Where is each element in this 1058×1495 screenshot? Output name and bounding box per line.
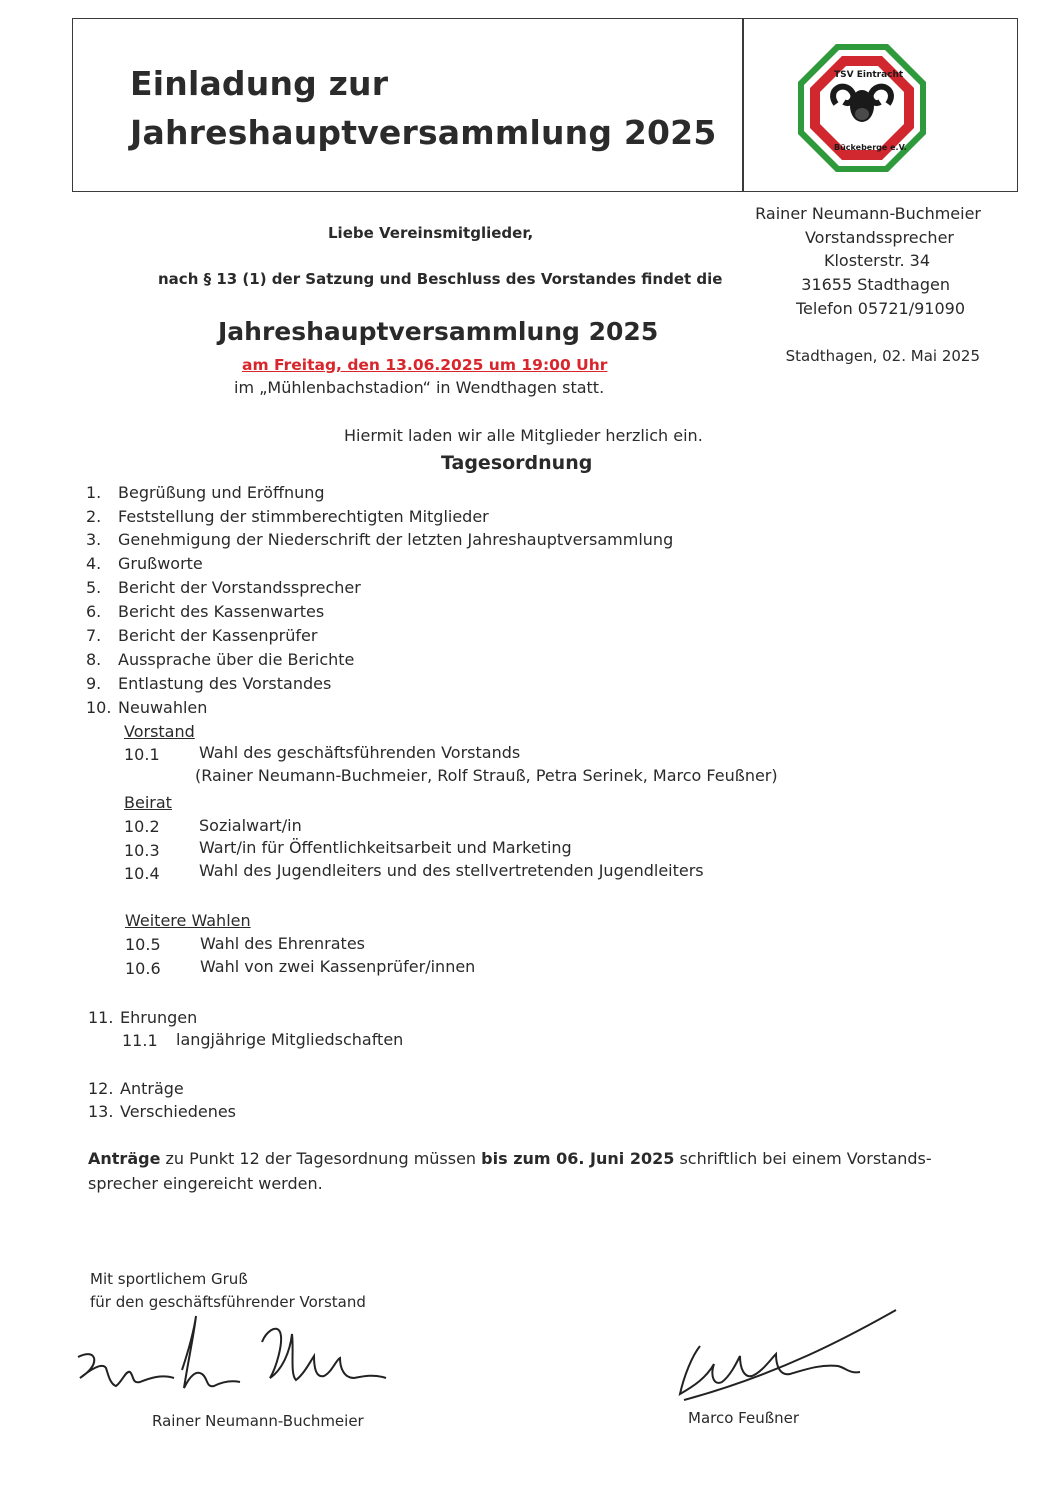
agenda-item: Entlastung des Vorstandes xyxy=(118,674,332,693)
agenda-item: Aussprache über die Berichte xyxy=(118,650,355,669)
logo-bottom-text: Bückeberge e.V. xyxy=(834,143,907,152)
agenda-item: Neuwahlen xyxy=(118,698,208,717)
sender-phone: Telefon 05721/91090 xyxy=(795,299,965,318)
agenda-num: 5. xyxy=(86,578,102,597)
agenda-item: Wahl des geschäftsführenden Vorstands xyxy=(199,743,521,762)
agenda-num: 4. xyxy=(86,554,102,573)
notice-line-2: sprecher eingereicht werden. xyxy=(88,1174,323,1193)
signature-feussner xyxy=(670,1306,910,1410)
agenda-item: Bericht des Kassenwartes xyxy=(118,602,325,621)
agenda-num: 6. xyxy=(86,602,102,621)
agenda-num: 10.3 xyxy=(124,841,160,860)
logo-top-text: TSV Eintracht xyxy=(834,70,904,80)
agenda-item: Begrüßung und Eröffnung xyxy=(118,483,325,502)
event-date: am Freitag, den 13.06.2025 um 19:00 Uhr xyxy=(242,356,608,374)
agenda-num: 10.6 xyxy=(125,959,161,978)
agenda-item: Genehmigung der Niederschrift der letzten Jahreshauptversammlung xyxy=(118,530,674,549)
header-divider xyxy=(742,18,744,192)
agenda-num: 9. xyxy=(86,674,102,693)
agenda-item: Ehrungen xyxy=(120,1008,198,1027)
sender-name: Rainer Neumann-Buchmeier xyxy=(755,204,981,223)
agenda-item: Wahl des Ehrenrates xyxy=(200,934,365,953)
closing-line-1: Mit sportlichem Gruß xyxy=(90,1270,248,1288)
agenda-item: Bericht der Vorstandssprecher xyxy=(118,578,361,597)
agenda-item: Wart/in für Öffentlichkeitsarbeit und Marketing xyxy=(199,838,572,857)
notice-text: schriftlich bei einem Vorstands- xyxy=(674,1149,932,1168)
agenda-num: 10.4 xyxy=(124,864,160,883)
signature-neumann-buchmeier xyxy=(70,1312,400,1416)
agenda-item: Bericht der Kassenprüfer xyxy=(118,626,318,645)
statute-text: nach § 13 (1) der Satzung und Beschluss des Vorstandes findet die xyxy=(158,270,723,288)
agenda-item: Wahl von zwei Kassenprüfer/innen xyxy=(200,957,476,976)
sender-street: Klosterstr. 34 xyxy=(823,251,930,270)
tsv-eintracht-logo-icon xyxy=(796,42,928,174)
title-line-2: Jahreshauptversammlung 2025 xyxy=(130,113,717,152)
sender-role: Vorstandssprecher xyxy=(804,228,954,247)
signer-1-name: Rainer Neumann-Buchmeier xyxy=(152,1412,364,1430)
agenda-num: 1. xyxy=(86,483,102,502)
agenda-num: 11. xyxy=(88,1008,114,1027)
agenda-num: 10.2 xyxy=(124,817,160,836)
agenda-num: 10. xyxy=(86,698,112,717)
agenda-heading: Tagesordnung xyxy=(441,452,593,474)
agenda-item: Wahl des Jugendleiters und des stellvertretenden Jugendleiters xyxy=(199,861,704,880)
event-title: Jahreshauptversammlung 2025 xyxy=(218,317,659,346)
closing-line-2: für den geschäftsführender Vorstand xyxy=(90,1293,366,1311)
agenda-num: 3. xyxy=(86,530,102,549)
agenda-item: langjährige Mitgliedschaften xyxy=(176,1030,404,1049)
agenda-num: 2. xyxy=(86,507,102,526)
agenda-item: Sozialwart/in xyxy=(199,816,302,835)
agenda-num: 13. xyxy=(88,1102,114,1121)
notice-text: zu Punkt 12 der Tagesordnung müssen xyxy=(160,1149,482,1168)
venue: im „Mühlenbachstadion“ in Wendthagen statt. xyxy=(234,378,605,397)
notice-line-1 xyxy=(88,1149,932,1168)
notice-deadline: bis zum 06. Juni 2025 xyxy=(481,1149,675,1168)
weitere-wahlen-label: Weitere Wahlen xyxy=(125,911,251,930)
agenda-num: 7. xyxy=(86,626,102,645)
agenda-item: Grußworte xyxy=(118,554,203,573)
agenda-num: 11.1 xyxy=(122,1031,158,1050)
vorstand-label: Vorstand xyxy=(124,722,195,741)
greeting: Liebe Vereinsmitglieder, xyxy=(328,224,534,242)
notice-bold-antraege: Anträge xyxy=(88,1149,161,1168)
sender-city: 31655 Stadthagen xyxy=(801,275,950,294)
signer-2-name: Marco Feußner xyxy=(688,1409,800,1427)
vorstand-names: (Rainer Neumann-Buchmeier, Rolf Strauß, Petra Serinek, Marco Feußner) xyxy=(195,766,778,785)
agenda-num: 12. xyxy=(88,1079,114,1098)
title-line-1: Einladung zur xyxy=(130,64,389,103)
agenda-item: Feststellung der stimmberechtigten Mitglieder xyxy=(118,507,489,526)
beirat-label: Beirat xyxy=(124,793,172,812)
invite-text: Hiermit laden wir alle Mitglieder herzlich ein. xyxy=(344,426,703,445)
agenda-num: 8. xyxy=(86,650,102,669)
agenda-num: 10.5 xyxy=(125,935,161,954)
agenda-num: 10.1 xyxy=(124,745,160,764)
agenda-item: Verschiedenes xyxy=(120,1102,237,1121)
agenda-item: Anträge xyxy=(120,1079,184,1098)
sender-date: Stadthagen, 02. Mai 2025 xyxy=(785,347,980,365)
